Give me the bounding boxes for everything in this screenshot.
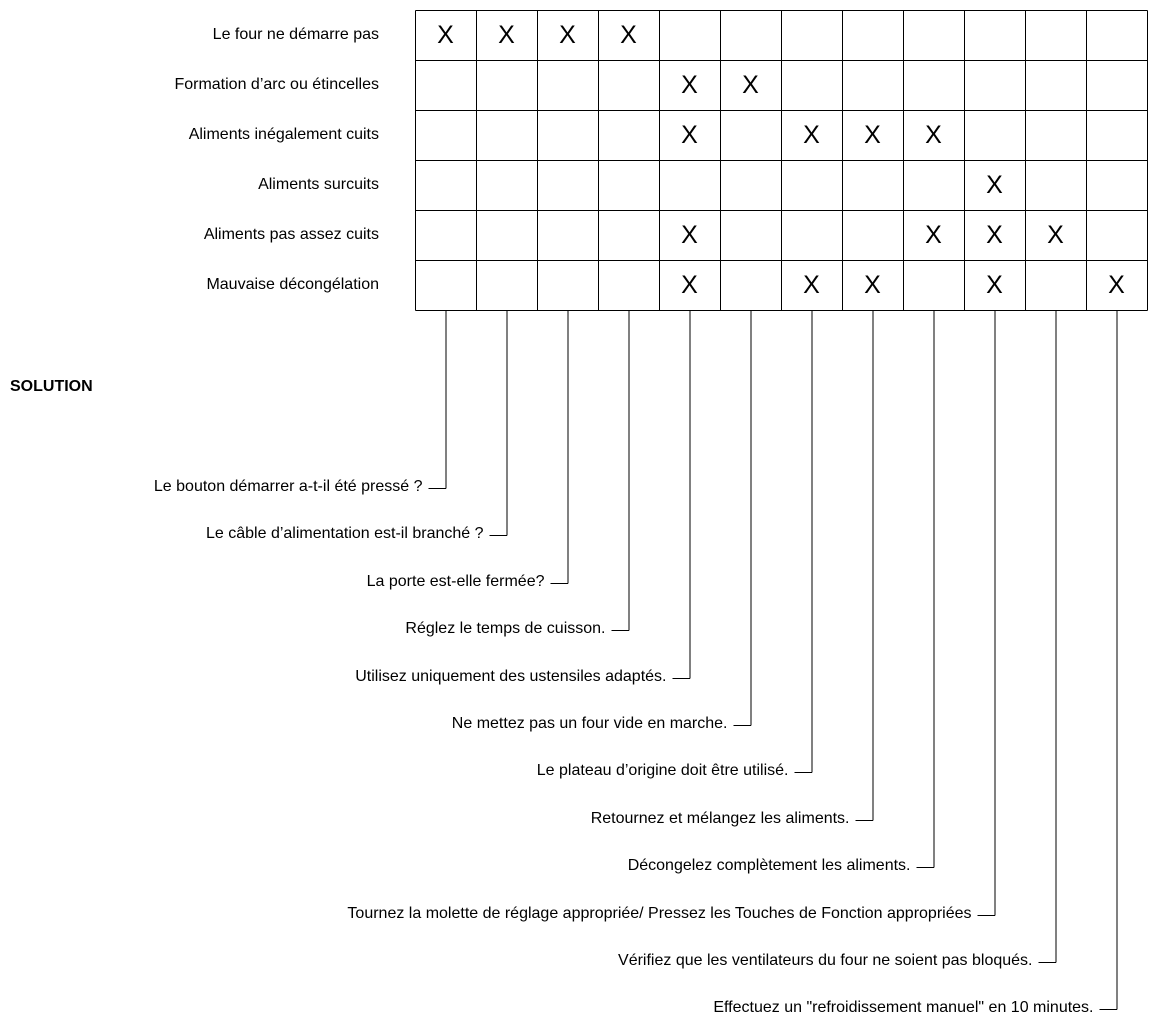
solution-heading: SOLUTION: [10, 378, 93, 395]
grid-mark: X: [925, 221, 942, 249]
solution-label: Vérifiez que les ventilateurs du four ne soient pas bloqués.: [618, 952, 1033, 969]
grid-mark: X: [1108, 271, 1125, 299]
grid-mark: X: [559, 21, 576, 49]
solution-label: Le plateau d’origine doit être utilisé.: [536, 762, 789, 779]
grid-mark: X: [986, 271, 1003, 299]
grid-mark: X: [681, 121, 698, 149]
solution-label: Le câble d’alimentation est-il branché ?: [206, 525, 484, 542]
grid-mark: X: [864, 271, 881, 299]
grid-mark: X: [986, 221, 1003, 249]
problem-label: Le four ne démarre pas: [212, 26, 379, 43]
grid-mark: X: [681, 271, 698, 299]
grid-mark: X: [1047, 221, 1064, 249]
grid-mark: X: [498, 21, 515, 49]
grid-mark: X: [803, 121, 820, 149]
grid-mark: X: [803, 271, 820, 299]
grid-mark: X: [681, 71, 698, 99]
solution-label: Retournez et mélangez les aliments.: [590, 810, 850, 827]
problem-label: Formation d’arc ou étincelles: [174, 76, 379, 93]
grid-mark: X: [681, 221, 698, 249]
solution-label: Décongelez complètement les aliments.: [627, 857, 911, 874]
solution-label: Ne mettez pas un four vide en marche.: [451, 715, 728, 732]
solution-label: Réglez le temps de cuisson.: [405, 620, 606, 637]
grid-mark: X: [925, 121, 942, 149]
problem-label: Mauvaise décongélation: [206, 276, 379, 293]
solution-label: Utilisez uniquement des ustensiles adaptés.: [355, 668, 667, 685]
grid-mark: X: [437, 21, 454, 49]
solution-label: Le bouton démarrer a-t-il été pressé ?: [153, 478, 423, 495]
grid-mark: X: [742, 71, 759, 99]
problem-label: Aliments surcuits: [258, 176, 379, 193]
solution-label: La porte est-elle fermée?: [366, 573, 545, 590]
problem-label: Aliments inégalement cuits: [188, 126, 379, 143]
solution-label: Tournez la molette de réglage appropriée/ Pressez les Touches de Fonction appropriées: [347, 905, 972, 922]
solution-label: Effectuez un "refroidissement manuel" en 10 minutes.: [713, 999, 1094, 1016]
problem-label: Aliments pas assez cuits: [203, 226, 379, 243]
grid-mark: X: [986, 171, 1003, 199]
grid-mark: X: [620, 21, 637, 49]
grid-mark: X: [864, 121, 881, 149]
